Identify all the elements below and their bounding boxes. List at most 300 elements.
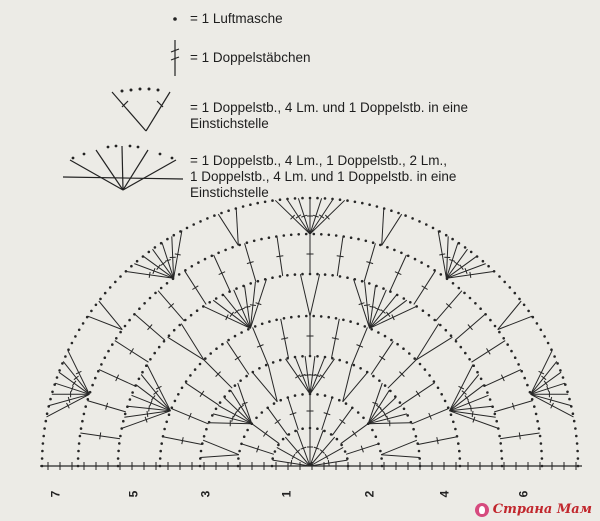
chain-dot [371,429,374,432]
chain-dot [413,357,416,360]
chain-dot [209,352,212,355]
chain-dot [294,394,297,397]
chain-dot [550,348,553,351]
chain-dot [153,352,156,355]
chain-dot [77,465,80,468]
chain-dot [45,420,48,423]
chain-dot [327,316,330,319]
chain-dot [379,244,382,247]
chain-dot [119,331,122,334]
chain-dot [577,465,580,468]
chain-dot [432,227,435,230]
chain-dot [286,274,289,277]
chain-dot [199,220,202,223]
chain-dot [240,331,243,334]
chain-dot [328,234,331,237]
chain-dot [338,399,341,402]
chain-dot [500,450,503,453]
chain-dot [283,317,286,320]
chain-dot [275,319,278,322]
v-stitch [218,214,238,245]
chain-dot [520,370,523,373]
semicircle-chart [40,197,582,470]
chain-dot [166,282,169,285]
chain-dot [464,352,467,355]
chain-dot [540,329,543,332]
chain-dot [538,427,541,430]
stitch-tick [152,395,156,400]
chain-dot [440,273,443,276]
chain-dot [424,368,427,371]
chain-dot [109,286,112,289]
chain-dot [268,236,271,239]
v-stitch [200,455,239,458]
chain-dot [390,209,393,212]
chain-dot [224,249,227,252]
chain-dot [514,292,517,295]
chain-dot [238,244,241,247]
chain-dot [539,435,542,438]
chain-dot [190,314,193,317]
stitch-tick [157,265,161,270]
chain-dot [294,430,297,433]
stitch-tick [487,348,491,354]
chain-dot [211,255,214,258]
chain-dot [91,384,94,387]
chain-dot [459,465,462,468]
chain-dot [117,465,120,468]
legend-chain-text: = 1 Luftmasche [190,11,283,26]
chain-dot [422,309,425,312]
v-stitch [300,274,310,316]
row-number-1: 1 [279,490,294,498]
chain-dot [458,450,461,453]
chain-dot [503,281,506,284]
chain-dot [364,325,367,328]
chain-dot [457,442,460,445]
stitch-tick [130,348,134,354]
chain-dot [378,379,381,382]
chain-dot [274,450,277,453]
stitch-tick [439,254,445,255]
chain-dot [384,384,387,387]
chain-dot [361,202,364,205]
v-stitch [381,440,417,455]
chain-dot [129,398,132,401]
chain-dot [234,335,237,338]
chain-dot [346,199,349,202]
chain-dot [506,343,509,346]
chain-dot [78,442,81,445]
stitch-tick [275,419,281,423]
chain-dot [411,217,414,220]
chain-dot [149,297,152,300]
chain-dot [51,391,54,394]
chain-dot [237,457,240,460]
chain-dot [572,412,575,415]
chain-dot [177,393,180,396]
chain-dot [264,201,267,204]
chain-dot [339,198,342,201]
chain-dot [523,377,526,380]
stitch-tick [416,391,420,397]
chain-dot [460,346,463,349]
chain-dot [104,292,107,295]
chain-dot [215,297,218,300]
chain-dot [498,275,501,278]
chain-dot [305,233,308,236]
chain-dot [415,435,418,438]
chain-dot [518,298,521,301]
chain-dot [227,339,230,342]
stitch-tick [544,381,548,386]
chain-dot [246,429,249,432]
chain-dot [375,435,378,438]
chain-dot [489,398,492,401]
chain-dot [382,287,385,290]
chain-dot [498,331,501,334]
chain-dot [372,241,375,244]
chain-dot [119,275,122,278]
chain-dot [235,287,238,290]
chain-dot [204,258,207,261]
chain-dot [245,375,248,378]
chain-dot [271,199,274,202]
chain-dot [119,435,122,438]
chain-dot [261,411,264,414]
stitch-tick [192,286,198,290]
chain-dot [540,450,543,453]
v-stitch [382,214,402,245]
chain-dot [208,301,211,304]
chain-dot [290,234,293,237]
chain-dot [192,223,195,226]
chain-dot [71,342,74,345]
chain-dot [501,465,504,468]
chain-dot [459,457,462,460]
chain-dot [271,276,274,279]
chain-dot [553,355,556,358]
chain-dot [206,217,209,220]
chain-dot [197,261,200,264]
chain-dot [377,331,380,334]
chain-dot [279,399,282,402]
row-number-3: 3 [198,490,213,498]
stitch-tick [72,381,76,386]
chain-dot [111,343,114,346]
chain-dot [474,302,477,305]
chain-dot [184,319,187,322]
v-stitch [416,337,452,360]
chain-dot [316,355,319,358]
chain-dot [231,246,234,249]
legend-double-crochet-text: = 1 Doppelstäbchen [190,50,311,65]
chain-dot [215,408,218,411]
chain-dot [320,233,323,236]
chain-dot [58,369,61,372]
chain-dot [445,234,448,237]
chain-dot [242,205,245,208]
chain-dot [297,233,300,236]
chain-dot [368,203,371,206]
chain-dot [130,265,133,268]
chain-dot [178,273,181,276]
chain-dot [163,428,166,431]
chain-dot [107,350,110,353]
chain-dot [272,361,275,364]
chain-dot [384,335,387,338]
chain-dot [174,400,177,403]
chain-dot [412,428,415,431]
stitch-tick [519,432,520,439]
chain-dot [499,442,502,445]
chain-dot [444,400,447,403]
row-number-5: 5 [126,490,141,498]
chain-dot [64,355,67,358]
chain-dot [386,246,389,249]
chain-dot [428,374,431,377]
chain-dot [470,251,473,254]
chain-dot [290,316,293,319]
chain-dot [301,393,304,396]
chain-stitch-icon [173,17,177,21]
chain-dot [340,444,343,447]
chain-dot [238,450,241,453]
chain-dot [495,420,498,423]
chain-dot [464,246,467,249]
chain-dot [359,367,362,370]
chain-dot [510,350,513,353]
chain-dot [294,273,297,276]
v-stitch [181,324,204,360]
chain-dot [450,413,453,416]
chain-dot [425,223,428,226]
chain-dot [199,363,202,366]
chain-dot [271,457,274,460]
chain-dot [445,329,448,332]
chain-dot [480,378,483,381]
chain-dot [249,203,252,206]
chain-dot [357,411,360,414]
chain-dot [298,315,301,318]
stitch-tick [230,312,234,317]
stitch-tick [182,437,183,444]
chain-dot [82,322,85,325]
v-stitch-icon [112,88,170,132]
chain-dot [440,393,443,396]
chain-dot [344,450,347,453]
stitch-tick [364,305,370,306]
chain-dot [95,304,98,307]
chain-dot [90,310,93,313]
stitch-tick [376,405,381,408]
chain-dot [541,457,544,460]
chain-dot [94,377,97,380]
chain-dot [247,328,250,331]
stitch-tick [235,356,241,360]
chain-dot [168,413,171,416]
chain-dot [279,359,282,362]
chain-dot [227,209,230,212]
stitch-tick [250,305,256,306]
chain-dot [338,359,341,362]
site-logo-icon [475,503,489,517]
chain-dot [433,319,436,322]
v-stitch [236,208,238,245]
chain-dot [141,371,144,374]
chain-dot [117,450,120,453]
stitch-tick [470,272,471,278]
chain-dot [357,323,360,326]
chain-dot [362,417,365,420]
chain-dot [331,274,334,277]
chain-dot [220,212,223,215]
stitch-tick [370,307,376,308]
chain-dot [399,401,402,404]
chain-dot [237,465,240,468]
row-number-2: 2 [362,490,377,498]
chain-dot [451,238,454,241]
chain-dot [159,457,162,460]
chain-dot [514,356,517,359]
chain-dot [354,201,357,204]
chain-dot [83,413,86,416]
chain-dot [256,202,259,205]
chain-dot [41,465,44,468]
chain-dot [487,265,490,268]
chain-dot [427,265,430,268]
chain-dot [357,238,360,241]
chain-dot [211,414,214,417]
stitch-tick [175,254,181,255]
chain-dot [282,438,285,441]
chain-dot [312,315,315,318]
chain-dot [335,317,338,320]
chain-dot [316,197,319,200]
chain-dot [81,420,84,423]
chain-dot [535,413,538,416]
chain-dot [400,252,403,255]
stitch-tick [465,395,469,400]
chain-dot [42,435,45,438]
chain-dot [345,402,348,405]
stitch-tick [161,262,166,266]
chain-dot [452,421,455,424]
chain-dot [124,325,127,328]
chain-dot [350,236,353,239]
chain-dot [316,273,319,276]
chain-dot [185,380,188,383]
chain-dot [433,380,436,383]
stitch-tick [100,432,101,439]
chain-dot [100,363,103,366]
chain-dot [576,442,579,445]
chain-dot [165,421,168,424]
stitch-tick [328,460,329,466]
chain-dot [562,376,565,379]
chain-dot [277,444,280,447]
chain-dot [173,329,176,332]
chain-dot [246,241,249,244]
chain-dot [517,363,520,366]
chain-dot [379,450,382,453]
chain-dot [42,442,45,445]
chain-dot [205,428,208,431]
chain-dot [77,457,80,460]
chain-dot [455,340,458,343]
chain-dot [536,322,539,325]
chain-dot [486,391,489,394]
stitch-tick [379,356,385,360]
chain-dot [80,427,83,430]
chain-dot [43,427,46,430]
chain-dot [99,298,102,301]
chain-dot [468,358,471,361]
chain-dot [439,324,442,327]
row-number-7: 7 [48,490,63,498]
chain-dot [261,323,264,326]
stitch-tick [296,215,301,218]
chain-dot [301,273,304,276]
chain-dot [301,355,304,358]
stitch-tick [340,419,346,423]
chain-dot [381,465,384,468]
stitch-tick [281,338,288,339]
chain-dot [342,319,345,322]
chain-dot [353,364,356,367]
chain-dot [114,281,117,284]
chain-dot [249,282,252,285]
chain-dot [324,394,327,397]
chain-dot [313,233,316,236]
stitch-tick [386,312,390,317]
chain-dot [418,220,421,223]
chain-dot [131,391,134,394]
chain-dot [115,337,118,340]
v-stitch [416,324,439,360]
stitch-tick [337,256,344,257]
chain-dot [575,435,578,438]
chain-dot [74,335,77,338]
stitch-tick [332,338,339,339]
chain-dot [215,347,218,350]
chain-dot [159,450,162,453]
chain-dot [234,384,237,387]
chain-dot [346,457,349,460]
stitch-tick [245,307,251,308]
chain-dot [158,346,161,349]
chain-dot [403,297,406,300]
chain-dot [568,398,571,401]
chain-dot [533,405,536,408]
chain-dot [316,393,319,396]
chain-dot [122,420,125,423]
chain-dot [498,435,501,438]
chain-dot [217,252,220,255]
chain-dot [402,347,405,350]
stitch-tick [239,405,244,408]
chain-dot [254,325,257,328]
double-crochet-icon [171,40,179,76]
chain-dot [67,348,70,351]
stitch-tick [471,406,472,412]
chain-dot [279,198,282,201]
chain-dot [526,384,529,387]
chain-dot [346,276,349,279]
chain-dot [239,379,242,382]
chain-dot [283,234,286,237]
chain-dot [450,334,453,337]
